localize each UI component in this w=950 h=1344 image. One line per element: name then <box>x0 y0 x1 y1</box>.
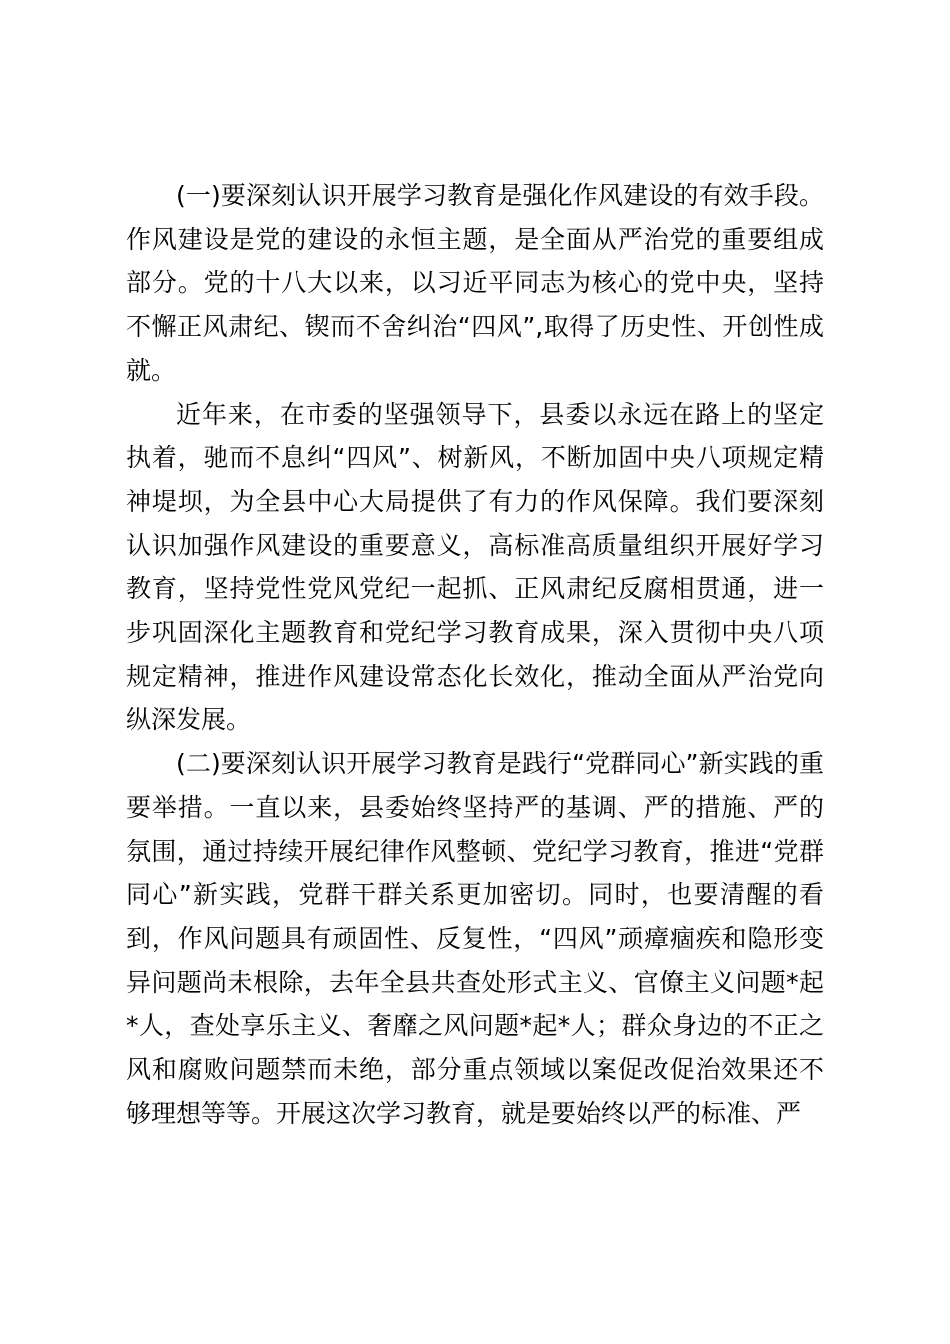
paragraph-1: (一)要深刻认识开展学习教育是强化作风建设的有效手段。作风建设是党的建设的永恒主题，是全面从严治党的重要组成部分。党的十八大以来，以习近平同志为核心的党中央，坚持不懈正风肃纪、锲而不舍纠治“四风”,取得了历史性、开创性成就。 <box>126 181 824 385</box>
document-body <box>126 174 824 1135</box>
paragraph-3: (二)要深刻认识开展学习教育是践行“党群同心”新实践的重要举措。一直以来，县委始终坚持严的基调、严的措施、严的氛围，通过持续开展纪律作风整顿、党纪学习教育，推进“党群同心”新实践，党群干群关系更加密切。同时，也要清醒的看到，作风问题具有顽固性、反复性，“四风”顽瘴痼疾和隐形变异问题尚未根除，去年全县共查处形式主义、官僚主义问题*起*人，查处享乐主义、奢靡之风问题*起*人；群众身边的不正之风和腐败问题禁而未绝，部分重点领域以案促改促治效果还不够理想等等。开展这次学习教育，就是要始终以严的标准、严 <box>126 749 824 1128</box>
paragraph-2: 近年来，在市委的坚强领导下，县委以永远在路上的坚定执着，驰而不息纠“四风”、树新风，不断加固中央八项规定精神堤坝，为全县中心大局提供了有力的作风保障。我们要深刻认识加强作风建设的重要意义，高标准高质量组织开展好学习教育，坚持党性党风党纪一起抓、正风肃纪反腐相贯通，进一步巩固深化主题教育和党纪学习教育成果，深入贯彻中央八项规定精神，推进作风建设常态化长效化，推动全面从严治党向纵深发展。 <box>126 399 824 735</box>
